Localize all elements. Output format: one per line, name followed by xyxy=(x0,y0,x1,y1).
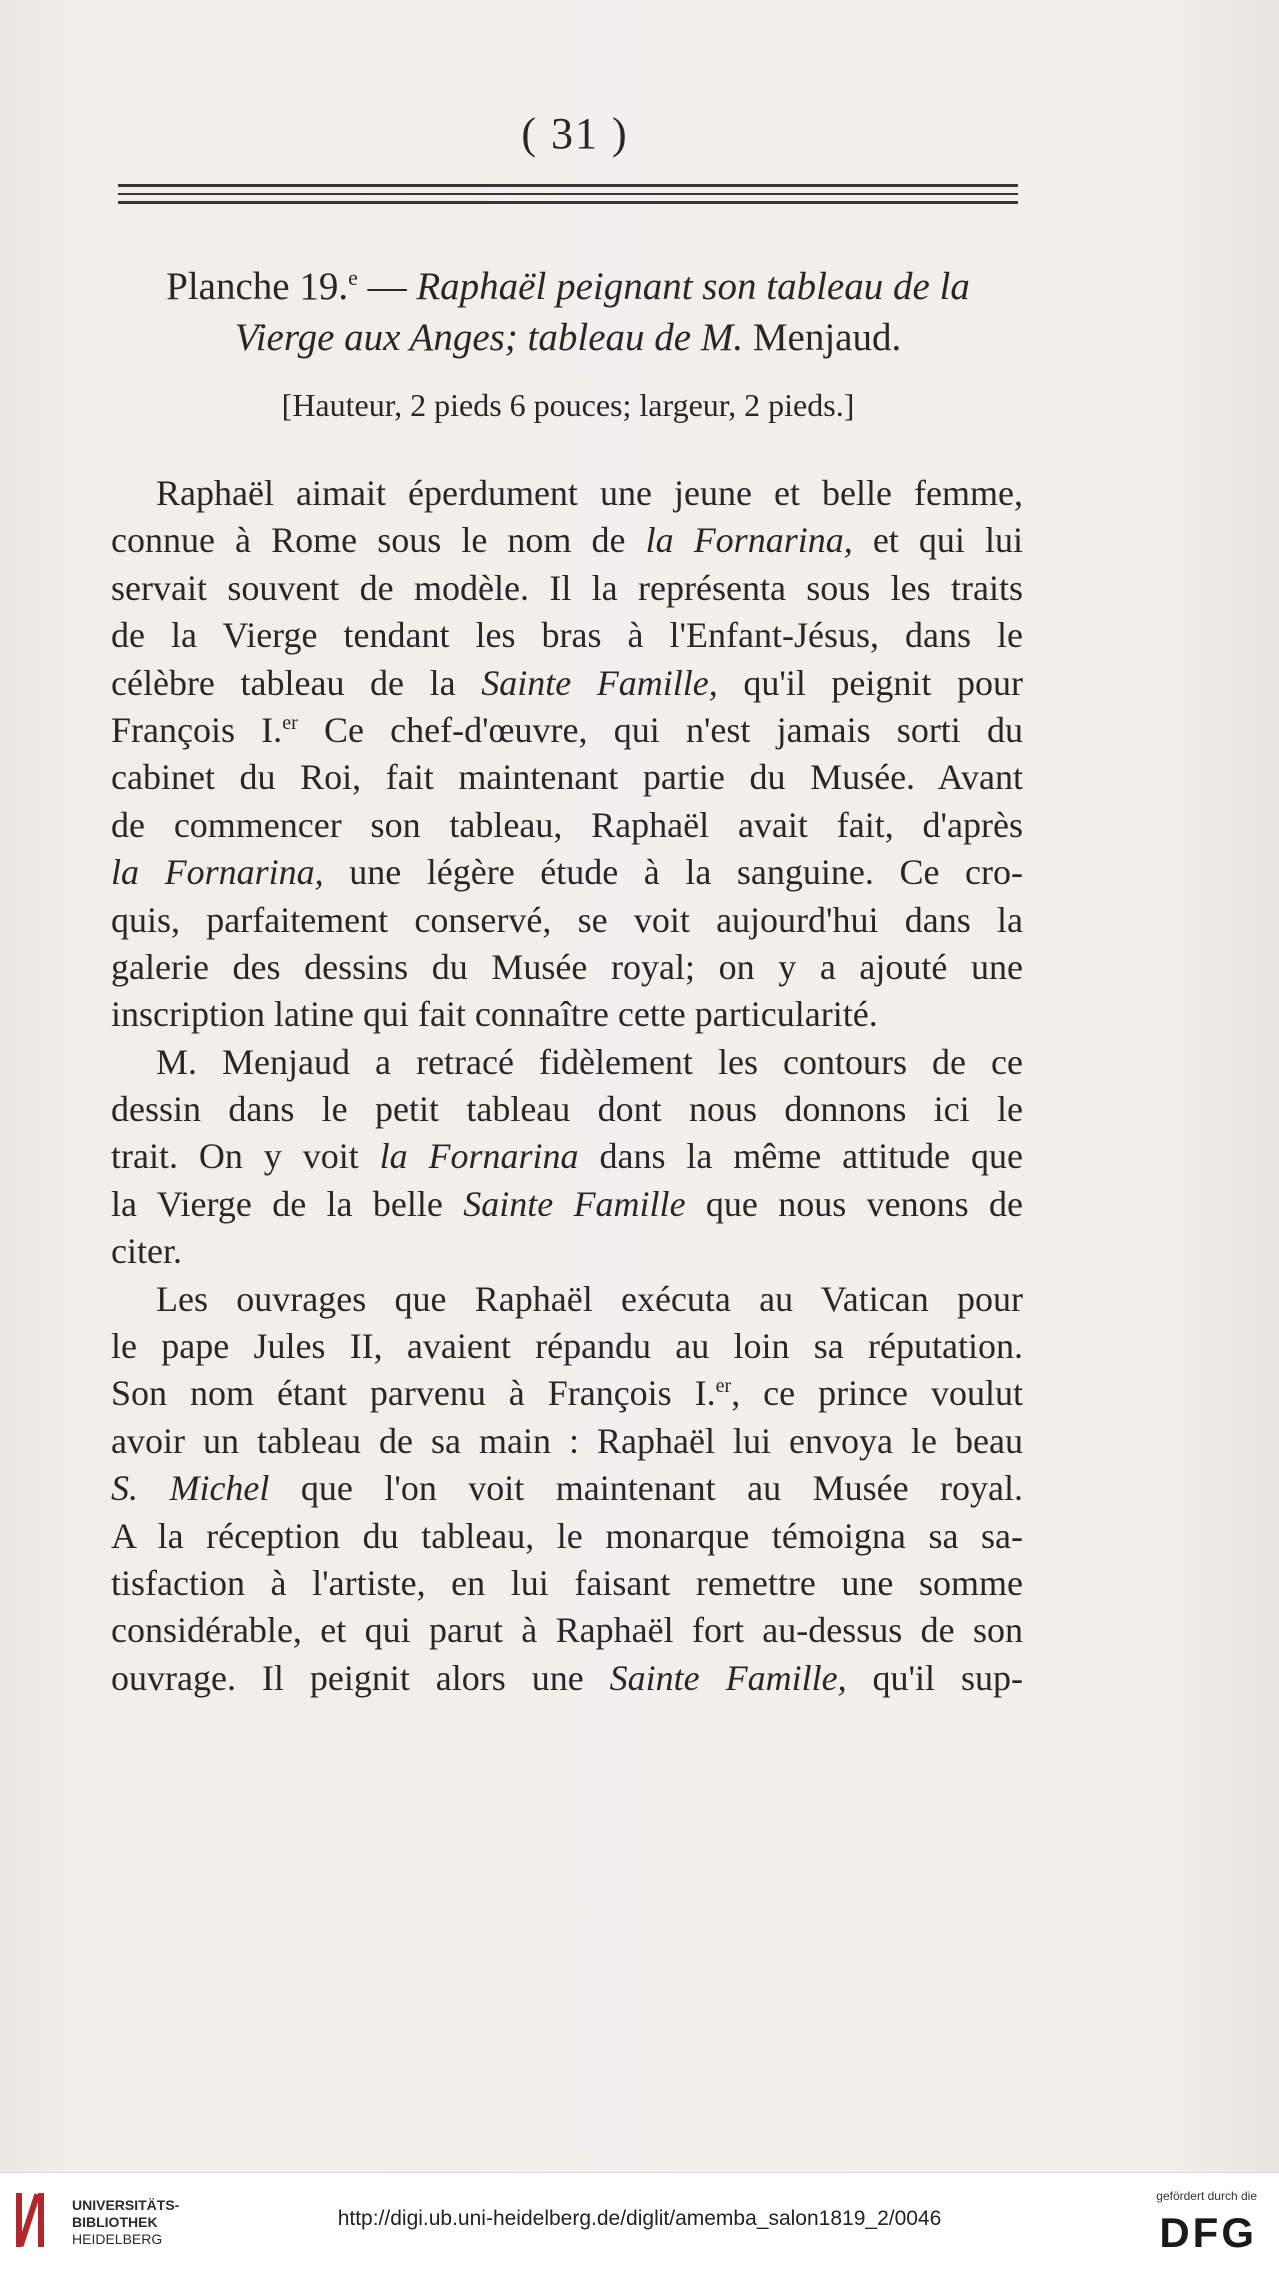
page-number: ( 31 ) xyxy=(521,109,629,158)
text-line: François I.$^{er}$ Ce chef-d'œuvre, qui n'est jamais sorti du xyxy=(111,709,1024,750)
text-line: de la Vierge tendant les bras à l'Enfant-Jésus, dans le xyxy=(111,615,1023,656)
plate-heading: Planche 19.$^e$ — Raphaël peignant son tableau de la Vierge aux Anges; tableau de M. Menjaud. xyxy=(166,265,970,359)
text-line: tisfaction à l'artiste, en lui faisant remettre une somme xyxy=(111,1562,1023,1603)
text-line: A la réception du tableau, le monarque témoigna sa sa- xyxy=(111,1515,1023,1556)
text-line: de commencer son tableau, Raphaël avait fait, d'après xyxy=(111,804,1023,845)
body-text xyxy=(111,470,1023,1702)
text-line: servait souvent de modèle. Il la représenta sous les traits xyxy=(111,567,1023,608)
text-line: la Vierge de la belle Sainte Famille que nous venons de xyxy=(111,1183,1023,1224)
library-name: UNIVERSITÄTS- BIBLIOTHEK HEIDELBERG xyxy=(72,2197,180,2247)
text-line: avoir un tableau de sa main : Raphaël lui envoya le beau xyxy=(111,1420,1023,1461)
text-line: Les ouvrages que Raphaël exécuta au Vatican pour xyxy=(156,1278,1023,1319)
heading-plate-label: Planche 19. xyxy=(166,265,349,308)
header-rule-2 xyxy=(118,193,1018,195)
text-line: trait. On y voit la Fornarina dans la même attitude que xyxy=(111,1136,1023,1177)
text-line: S. Michel que l'on voit maintenant au Musée royal. xyxy=(111,1468,1023,1509)
header-rule-3 xyxy=(118,201,1018,204)
text-line: cabinet du Roi, fait maintenant partie du Musée. Avant xyxy=(111,757,1023,798)
text-line: M. Menjaud a retracé fidèlement les contours de ce xyxy=(156,1041,1023,1082)
heading-artist: Menjaud. xyxy=(743,316,902,359)
viewer-footer xyxy=(0,2172,1279,2269)
dimensions: [Hauteur, 2 pieds 6 pouces; largeur, 2 pieds.] xyxy=(281,387,855,423)
text-line: Raphaël aimait éperdument une jeune et belle femme, xyxy=(156,473,1023,513)
header-rule-1 xyxy=(118,184,1018,187)
text-line: galerie des dessins du Musée royal; on y a ajouté une xyxy=(111,946,1023,987)
permalink[interactable]: http://digi.ub.uni-heidelberg.de/diglit/amemba_salon1819_2/0046 xyxy=(337,2207,942,2230)
text-line: la Fornarina, une légère étude à la sanguine. Ce cro- xyxy=(111,852,1023,893)
heading-title: Raphaël peignant son tableau de la xyxy=(416,265,970,308)
text-line: inscription latine qui fait connaître cette particularité. xyxy=(111,994,878,1035)
text-line: dessin dans le petit tableau dont nous donnons ici le xyxy=(111,1089,1023,1130)
text-line: célèbre tableau de la Sainte Famille, qu'il peignit pour xyxy=(111,662,1023,703)
text-line: ouvrage. Il peignit alors une Sainte Famille, qu'il sup- xyxy=(111,1657,1023,1698)
text-line: citer. xyxy=(111,1231,182,1272)
sponsor-caption: gefördert durch die xyxy=(1156,2189,1257,2203)
text-line: considérable, et qui parut à Raphaël fort au-dessus de son xyxy=(111,1610,1023,1651)
text-line: quis, parfaitement conservé, se voit aujourd'hui dans la xyxy=(111,899,1023,940)
text-line: le pape Jules II, avaient répandu au loin sa réputation. xyxy=(111,1326,1023,1367)
dfg-logo: DFG xyxy=(1159,2209,1257,2256)
text-line: Son nom étant parvenu à François I.$^{er}$, ce prince voulut xyxy=(111,1373,1023,1414)
text-line: connue à Rome sous le nom de la Fornarina, et qui lui xyxy=(111,520,1023,561)
